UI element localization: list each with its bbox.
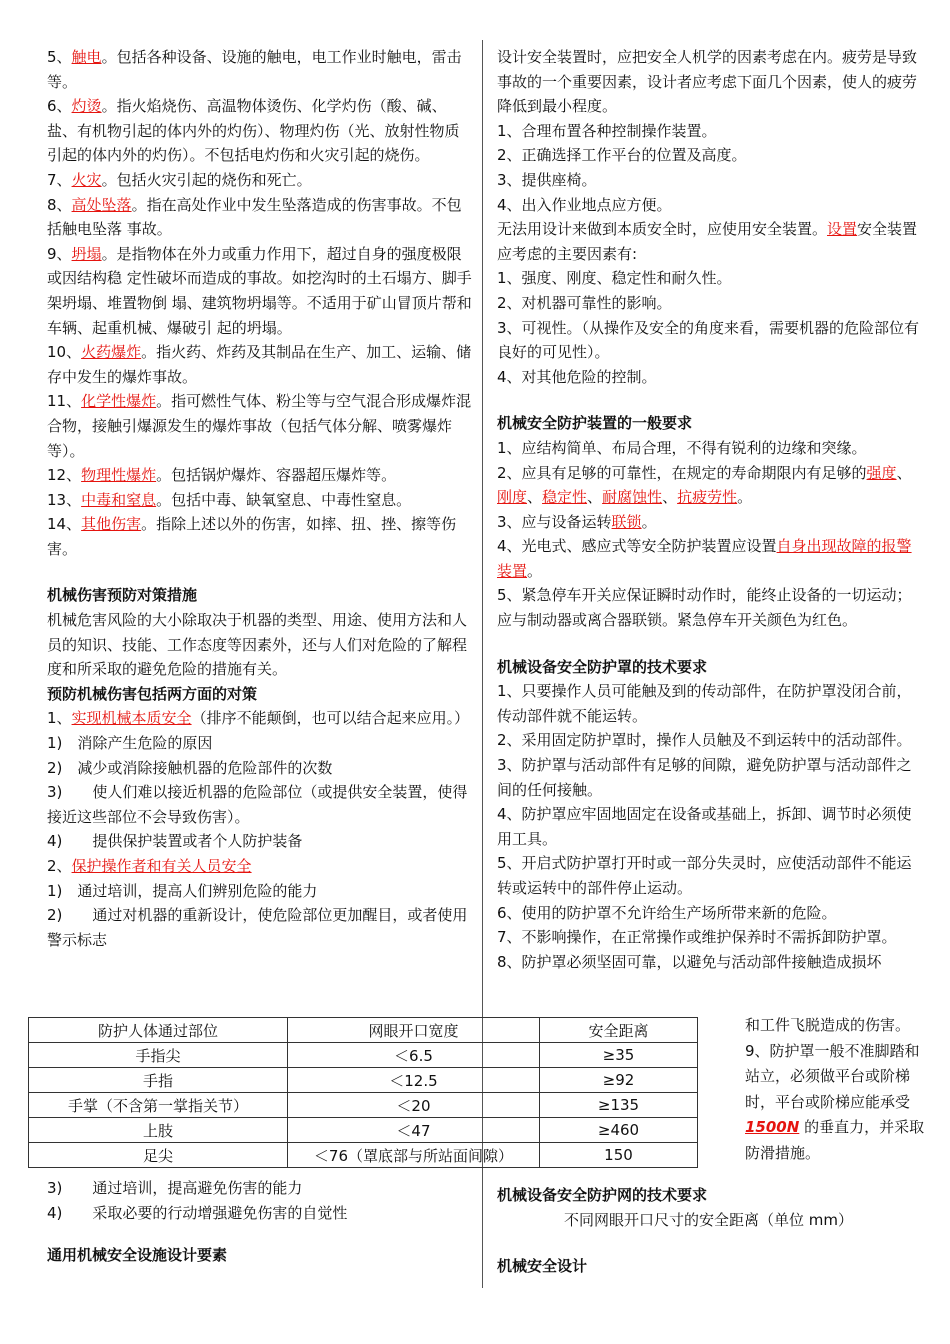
- table-cell: ＜12.5: [287, 1068, 539, 1093]
- table-cell: ＜6.5: [287, 1043, 539, 1068]
- accident-type-item: 12、物理性爆炸。包括锅炉爆炸、容器超压爆炸等。: [47, 466, 397, 485]
- measure-2-subitem: 1) 通过培训，提高人们辨别危险的能力: [47, 881, 318, 900]
- accident-type-item: 11、化学性爆炸。指可燃性气体、粉尘等与空气混合形成爆炸混合物，接触引爆源发生的爆炸事故（包括气体分解、喷雾爆炸等）。: [47, 392, 472, 460]
- accident-type-item: 6、灼烫。指火焰烧伤、高温物体烫伤、化学灼伤（酸、碱、盐、有机物引起的体内外的灼伤）、物理灼伤（光、放射性物质引起的体内外的灼伤）。不包括电灼伤和火灾引起的烧伤。: [47, 97, 460, 165]
- cover-requirement-item: 5、开启式防护罩打开时或一部分失灵时，应使活动部件不能运转或运转中的部件停止运动。: [497, 854, 912, 897]
- cover-requirement-item: 3、防护罩与活动部件有足够的间隙，避免防护罩与活动部件之间的任何接触。: [497, 756, 912, 799]
- table-cell: ≥92: [540, 1068, 698, 1093]
- property-term: 强度: [866, 463, 897, 482]
- left-column: [47, 45, 472, 952]
- accident-type-term: 坍塌: [71, 244, 102, 263]
- table-header-cell: 网眼开口宽度: [287, 1018, 539, 1043]
- net-caption: 不同网眼开口尺寸的安全距离（单位 mm）: [564, 1210, 853, 1229]
- accident-type-list: [47, 45, 472, 561]
- section-title-cover: 机械设备安全防护罩的技术要求: [497, 657, 708, 676]
- accident-type-item: 13、中毒和窒息。包括中毒、缺氧窒息、中毒性窒息。: [47, 490, 412, 509]
- accident-type-term: 触电: [71, 48, 102, 66]
- cover-req-8-9-wrap: [745, 1013, 925, 1166]
- fatigue-item: 1、合理布置各种控制操作装置。: [497, 121, 717, 140]
- section-title-prevention: 机械伤害预防对策措施: [47, 586, 198, 605]
- accident-type-item: 7、火灾。包括火灾引起的烧伤和死亡。: [47, 170, 312, 189]
- section-title-net: 机械设备安全防护网的技术要求: [497, 1186, 708, 1204]
- accident-type-item: 14、其他伤害。指除上述以外的伤害，如摔、扭、挫、擦等伤害。: [47, 515, 457, 558]
- device-factor-item: 2、对机器可靠性的影响。: [497, 293, 672, 312]
- table-cell: 足尖: [29, 1143, 288, 1168]
- accident-type-item: 10、火药爆炸。指火药、炸药及其制品在生产、加工、运输、储存中发生的爆炸事故。: [47, 343, 472, 386]
- accident-type-item: 9、坍塌。是指物体在外力或重力作用下，超过自身的强度极限或因结构稳 定性破坏而造成的事故。如挖沟时的土石塌方、脚手架坍塌、堆置物倒 塌、建筑物坍塌等。不适用于矿山冒顶片帮和车辆、起重机械、爆破引 起的坍塌。: [47, 244, 472, 337]
- measure-1-subitem: 4) 提供保护装置或者个人防护装备: [47, 832, 303, 851]
- section-title-general-design: 通用机械安全设施设计要素: [47, 1246, 228, 1265]
- table-row: [29, 1118, 698, 1143]
- section-title-general-requirements: 机械安全防护装置的一般要求: [497, 414, 693, 433]
- right-column: [497, 45, 920, 974]
- measure-2-list: [47, 879, 472, 953]
- accident-type-term: 其他伤害: [81, 515, 142, 534]
- accident-type-item: 5、触电。包括各种设备、设施的触电，电工作业时触电，雷击等。: [47, 48, 462, 91]
- table-cell: ＜20: [287, 1093, 539, 1118]
- fatigue-item: 3、提供座椅。: [497, 170, 597, 189]
- table-cell: ≥460: [540, 1118, 698, 1143]
- device-factor-list: [497, 266, 920, 389]
- measure-2-subitem: 3) 通过培训，提高避免伤害的能力: [47, 1179, 303, 1197]
- prevention-intro: 机械危害风险的大小除取决于机器的类型、用途、使用方法和人员的知识、技能、工作态度等因素外，还与人们对危险的了解程度和所采取的避免危险的措施有关。: [47, 611, 468, 679]
- measure-2-list-continued: [47, 1176, 472, 1225]
- fatigue-list: [497, 119, 920, 217]
- prevention-subtitle: 预防机械伤害包括两方面的对策: [47, 684, 258, 703]
- left-column-bottom: [47, 1176, 472, 1268]
- measure-1-list: [47, 731, 472, 854]
- accident-type-item: 8、高处坠落。指在高处作业中发生坠落造成的伤害事故。不包括触电坠落 事故。: [47, 195, 462, 239]
- cover-requirement-item: 2、采用固定防护罩时，操作人员触及不到运转中的活动部件。: [497, 731, 912, 750]
- alarm-term: 自身出现故障的报警装置: [497, 537, 912, 580]
- table-cell: 150: [540, 1143, 698, 1168]
- accident-type-term: 物理性爆炸: [81, 466, 157, 485]
- device-factor-item: 1、强度、刚度、稳定性和耐久性。: [497, 269, 732, 288]
- property-term: 耐腐蚀性: [602, 488, 663, 507]
- table-row: [29, 1143, 698, 1168]
- cover-req-8-cont: 和工件飞脱造成的伤害。: [745, 1016, 911, 1034]
- measure-1: 1、实现机械本质安全（排序不能颠倒，也可以结合起来应用。）: [47, 709, 470, 728]
- measure-1-subitem: 3) 使人们难以接近机器的危险部位（或提供安全装置，使得接近这些部位不会导致伤害）。: [47, 783, 468, 826]
- guard-distance-table: [28, 1017, 698, 1168]
- table-cell: ＜76（罩底部与所站面间隙）: [287, 1143, 539, 1168]
- table-cell: 手指尖: [29, 1043, 288, 1068]
- accident-type-term: 化学性爆炸: [81, 392, 157, 411]
- property-term: 抗疲劳性: [677, 488, 738, 507]
- accident-type-term: 火灾: [71, 170, 102, 189]
- property-term: 刚度: [497, 488, 528, 507]
- device-term: 设置: [827, 220, 858, 239]
- table-cell: ≥135: [540, 1093, 698, 1118]
- right-column-bottom: [497, 1183, 920, 1279]
- property-term: 稳定性: [542, 488, 588, 507]
- measure-1-subitem: 2) 减少或消除接触机器的危险部件的次数: [47, 758, 333, 777]
- table-header-cell: 安全距离: [540, 1018, 698, 1043]
- table-cell: 上肢: [29, 1118, 288, 1143]
- cover-requirement-item: 4、防护罩应牢固地固定在设备或基础上，拆卸、调节时必须使用工具。: [497, 805, 912, 848]
- device-factor-item: 4、对其他危险的控制。: [497, 367, 657, 386]
- table-row: [29, 1043, 698, 1068]
- fatigue-item: 4、出入作业地点应方便。: [497, 195, 672, 214]
- measure-2-subitem: 2) 通过对机器的重新设计，使危险部位更加醒目，或者使用警示标志: [47, 906, 468, 949]
- general-req-4: 4、光电式、感应式等安全防护装置应设置自身出现故障的报警装置。: [497, 537, 912, 580]
- table-row: [29, 1068, 698, 1093]
- general-req-5: 5、紧急停车开关应保证瞬时动作时，能终止设备的一切运动；应与制动器或离合器联锁。紧急停车开关颜色为红色。: [497, 586, 912, 630]
- section-title-design: 机械安全设计: [497, 1257, 588, 1276]
- accident-type-term: 火药爆炸: [81, 343, 142, 362]
- cover-requirement-item: 6、使用的防护罩不允许给生产场所带来新的危险。: [497, 903, 837, 922]
- force-value: 1500N: [745, 1118, 800, 1136]
- table-header-cell: 防护人体通过部位: [29, 1018, 288, 1043]
- accident-type-term: 高处坠落: [71, 195, 132, 214]
- fatigue-intro: 设计安全装置时，应把安全人机学的因素考虑在内。疲劳是导致事故的一个重要因素，设计者应考虑下面几个因素，使人的疲劳降低到最小程度。: [497, 48, 918, 116]
- measure-1-term: 实现机械本质安全: [71, 709, 192, 728]
- table-cell: ≥35: [540, 1043, 698, 1068]
- general-req-2: 2、应具有足够的可靠性，在规定的寿命期限内有足够的强度、刚度、稳定性、耐腐蚀性、抗疲劳性。: [497, 463, 912, 507]
- cover-requirement-list: [497, 679, 920, 950]
- fatigue-item: 2、正确选择工作平台的位置及高度。: [497, 146, 747, 165]
- accident-type-term: 中毒和窒息: [81, 490, 157, 509]
- general-req-3: 3、应与设备运转联锁。: [497, 512, 657, 531]
- accident-type-term: 灼烫: [71, 97, 102, 116]
- general-req-1: 1、应结构简单、布局合理，不得有锐利的边缘和突缘。: [497, 438, 867, 457]
- interlock-term: 联锁: [611, 512, 642, 531]
- table-header-row: [29, 1018, 698, 1043]
- table-cell: 手指: [29, 1068, 288, 1093]
- cover-req-8-start: 8、防护罩必须坚固可靠，以避免与活动部件接触造成损坏: [497, 952, 882, 971]
- table-row: [29, 1093, 698, 1118]
- device-intro: 无法用设计来做到本质安全时，应使用安全装置。设置安全装置应考虑的主要因素有:: [497, 220, 918, 263]
- table-cell: ＜47: [287, 1118, 539, 1143]
- measure-2-subitem: 4) 采取必要的行动增强避免伤害的自觉性: [47, 1203, 348, 1222]
- measure-2-term: 保护操作者和有关人员安全: [71, 857, 252, 875]
- cover-requirement-item: 1、只要操作人员可能触及到的传动部件，在防护罩没闭合前，传动部件就不能运转。: [497, 682, 912, 725]
- measure-2: 2、保护操作者和有关人员安全: [47, 857, 252, 875]
- cover-requirement-item: 7、不影响操作，在正常操作或维护保养时不需拆卸防护罩。: [497, 928, 897, 947]
- table-cell: 手掌（不含第一掌指关节）: [29, 1093, 288, 1118]
- device-factor-item: 3、可视性。（从操作及安全的角度来看，需要机器的危险部位有良好的可见性）。: [497, 318, 920, 362]
- cover-req-9: 9、防护罩一般不准脚踏和站立，必须做平台或阶梯时，平台或阶梯应能承受 1500N 的垂直力，并采取防滑措施。: [745, 1041, 925, 1162]
- measure-1-subitem: 1) 消除产生危险的原因: [47, 734, 213, 753]
